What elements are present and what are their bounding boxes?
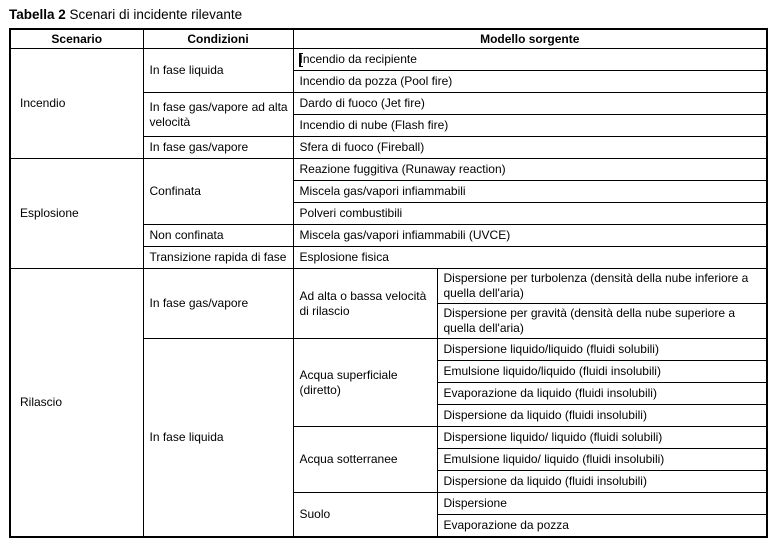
model-cell[interactable] [437, 339, 767, 361]
model-label: Reazione fuggitiva (Runaway reaction) [299, 162, 506, 176]
model-cell[interactable] [293, 181, 767, 203]
model-cell[interactable] [293, 49, 767, 71]
header-condizioni[interactable]: Condizioni [143, 29, 293, 49]
model-label: Incendio da recipiente [299, 52, 417, 66]
model-label: Miscela gas/vapori infiammabili (UVCE) [299, 228, 511, 242]
condition-cell[interactable]: In fase gas/vapore ad alta velocità [143, 93, 293, 137]
model-label: Dispersione da liquido (fluidi insolubili) [443, 408, 647, 422]
model-cell[interactable] [437, 304, 767, 339]
model-label: Dispersione per gravità (densità della nube superiore a quella dell'aria) [443, 306, 736, 335]
model-cell[interactable] [437, 361, 767, 383]
model-label: Sfera di fuoco (Fireball) [299, 140, 425, 154]
model-cell[interactable] [293, 247, 767, 269]
scenario-cell[interactable]: Esplosione [10, 159, 143, 269]
model-label: Dardo di fuoco (Jet fire) [299, 96, 425, 110]
model-cell[interactable] [437, 383, 767, 405]
model-label: Dispersione liquido/liquido (fluidi solubili) [443, 342, 659, 356]
table-header [10, 29, 767, 49]
condition-cell[interactable]: Transizione rapida di fase [143, 247, 293, 269]
model-cell[interactable] [293, 137, 767, 159]
condition-cell[interactable]: Non confinata [143, 225, 293, 247]
model-label: Incendio da pozza (Pool fire) [299, 74, 453, 88]
model-cell[interactable] [437, 427, 767, 449]
model-cell[interactable] [293, 71, 767, 93]
condition-cell[interactable]: In fase liquida [143, 49, 293, 93]
model-label: Emulsione liquido/liquido (fluidi insolubili) [443, 364, 661, 378]
model-cell[interactable] [293, 93, 767, 115]
model-label: Incendio di nube (Flash fire) [299, 118, 449, 132]
model-label: Dispersione per turbolenza (densità della nube inferiore a quella dell'aria) [443, 271, 749, 300]
subcondition-cell[interactable]: Ad alta o bassa velocità di rilascio [293, 269, 437, 339]
scenario-cell[interactable]: Incendio [10, 49, 143, 159]
title-label: Tabella 2 [9, 7, 66, 22]
condition-cell[interactable]: In fase liquida [143, 339, 293, 538]
model-label: Esplosione fisica [299, 250, 389, 264]
header-row [10, 29, 767, 49]
model-cell[interactable] [437, 269, 767, 304]
subcondition-cell[interactable]: Suolo [293, 493, 437, 538]
subcondition-cell[interactable]: Acqua sotterranee [293, 427, 437, 493]
model-cell[interactable] [437, 515, 767, 538]
scenario-cell[interactable]: Rilascio [10, 269, 143, 538]
scenari-table [9, 28, 768, 538]
document-title[interactable] [9, 7, 775, 23]
header-scenario[interactable]: Scenario [10, 29, 143, 49]
table-row [10, 269, 767, 304]
table-row [10, 159, 767, 181]
model-label: Evaporazione da liquido (fluidi insolubili) [443, 386, 657, 400]
header-modello-sorgente[interactable]: Modello sorgente [293, 29, 767, 49]
title-text: Scenari di incidente rilevante [65, 7, 243, 22]
condition-cell[interactable]: In fase gas/vapore [143, 269, 293, 339]
model-cell[interactable] [437, 405, 767, 427]
model-cell[interactable] [293, 159, 767, 181]
text-cursor [299, 53, 303, 67]
model-cell[interactable] [437, 471, 767, 493]
model-label: Dispersione liquido/ liquido (fluidi solubili) [443, 430, 663, 444]
model-cell[interactable] [293, 203, 767, 225]
model-label: Dispersione [443, 496, 507, 510]
table-row [10, 49, 767, 71]
condition-cell[interactable]: In fase gas/vapore [143, 137, 293, 159]
model-cell[interactable] [437, 493, 767, 515]
condition-cell[interactable]: Confinata [143, 159, 293, 225]
model-label: Emulsione liquido/ liquido (fluidi insolubili) [443, 452, 665, 466]
model-label: Evaporazione da pozza [443, 518, 569, 532]
model-label: Polveri combustibili [299, 206, 403, 220]
model-cell[interactable] [437, 449, 767, 471]
document-page [0, 7, 775, 552]
table-body [10, 49, 767, 538]
model-cell[interactable] [293, 115, 767, 137]
subcondition-cell[interactable]: Acqua superficiale (diretto) [293, 339, 437, 427]
model-cell[interactable] [293, 225, 767, 247]
model-label: Miscela gas/vapori infiammabili [299, 184, 466, 198]
model-label: Dispersione da liquido (fluidi insolubili) [443, 474, 647, 488]
